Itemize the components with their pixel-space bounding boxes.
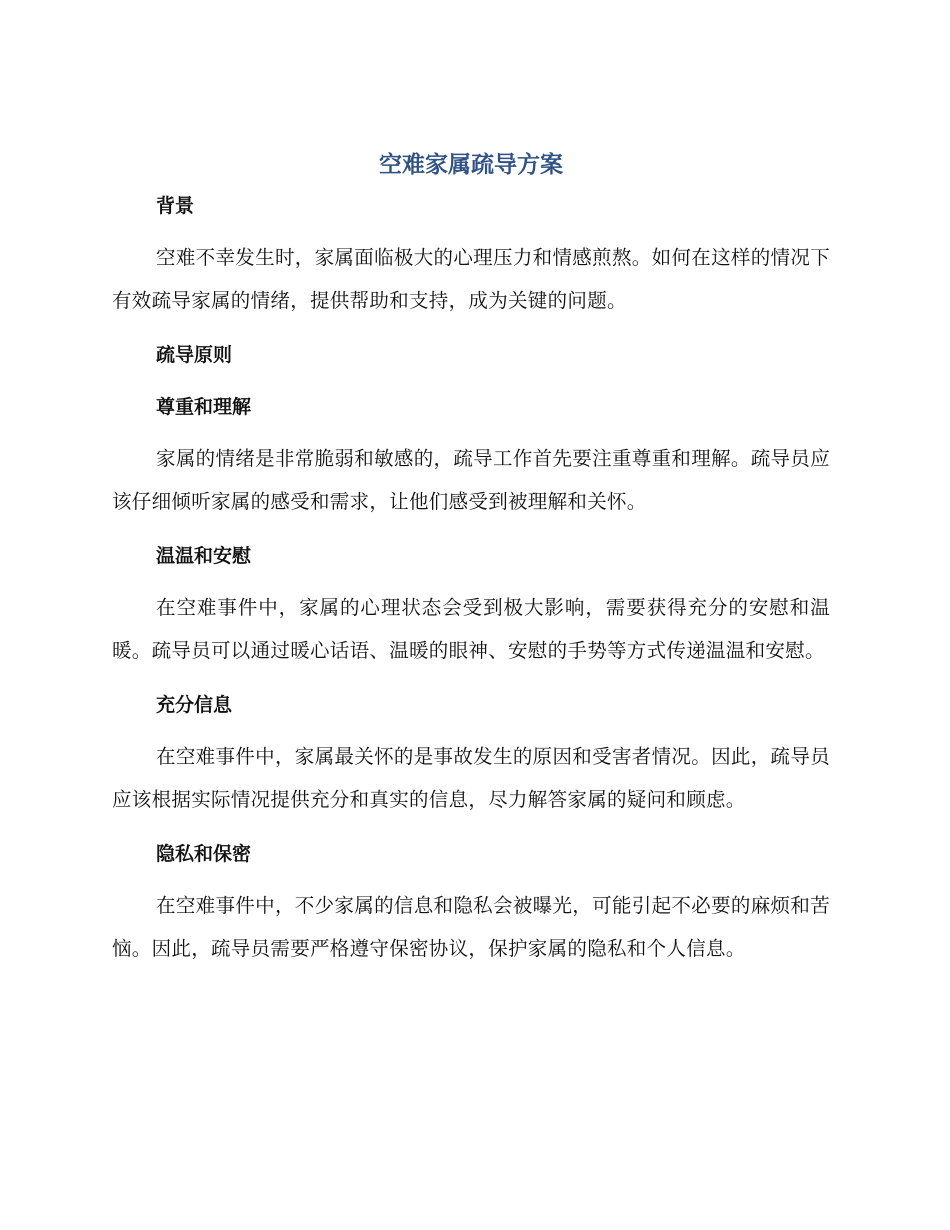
section-paragraph-comfort: 在空难事件中，家属的心理状态会受到极大影响，需要获得充分的安慰和温暖。疏导员可以通过暖心话语、温暖的眼神、安慰的手势等方式传递温温和安慰。 bbox=[112, 596, 830, 662]
section-heading-principles: 疏导原则 bbox=[156, 344, 233, 366]
section-heading-respect: 尊重和理解 bbox=[156, 396, 252, 418]
document-page bbox=[112, 145, 830, 970]
section-heading-information: 充分信息 bbox=[156, 694, 233, 716]
section-heading-privacy: 隐私和保密 bbox=[156, 843, 252, 865]
section-paragraph-privacy: 在空难事件中，不少家属的信息和隐私会被曝光，可能引起不必要的麻烦和苦恼。因此，疏导员需要严格遵守保密协议，保护家属的隐私和个人信息。 bbox=[112, 894, 830, 960]
section-paragraph-respect: 家属的情绪是非常脆弱和敏感的，疏导工作首先要注重尊重和理解。疏导员应该仔细倾听家属的感受和需求，让他们感受到被理解和关怀。 bbox=[112, 447, 830, 513]
section-paragraph-background: 空难不幸发生时，家属面临极大的心理压力和情感煎熬。如何在这样的情况下有效疏导家属的情绪，提供帮助和支持，成为关键的问题。 bbox=[112, 246, 830, 312]
section-heading-comfort: 温温和安慰 bbox=[156, 545, 252, 567]
section-heading-background: 背景 bbox=[156, 195, 195, 217]
document-title: 空难家属疏导方案 bbox=[379, 152, 563, 178]
section-paragraph-information: 在空难事件中，家属最关怀的是事故发生的原因和受害者情况。因此，疏导员应该根据实际情况提供充分和真实的信息，尽力解答家属的疑问和顾虑。 bbox=[112, 745, 830, 811]
